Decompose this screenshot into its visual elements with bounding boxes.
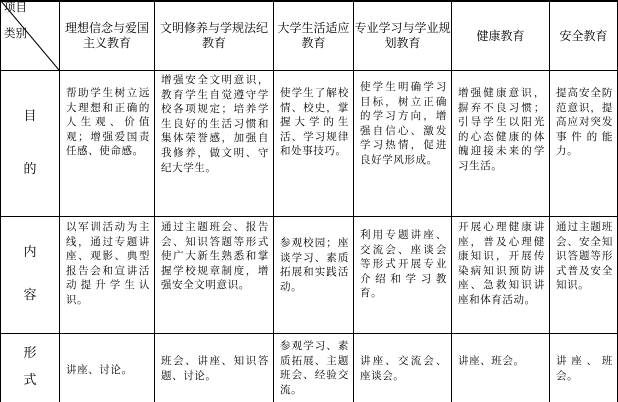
header-health: 健康教育 (476, 28, 525, 43)
cell-purpose-health: 增强健康意识，摒弃不良习惯；引导学生以阳光的心态健康的体魄迎接未来的学习生活。 (458, 87, 545, 172)
cell-form-ideals: 讲座、讨论。 (66, 364, 133, 376)
cell-form-safety: 讲座、班会。 (556, 355, 613, 382)
row-label-form: 形 式 (23, 345, 37, 389)
row-divider (0, 333, 618, 334)
cell-content-adaptation: 参观校园；座谈学习、素质拓展和实践活动。 (280, 237, 349, 293)
header-academics: 专业学习与学业规划教育 (354, 21, 451, 50)
header-safety: 安全教育 (559, 28, 608, 43)
row-divider (0, 216, 618, 217)
cell-content-civility: 通过主题班会、报告会、知识答题等形式使广大新生熟悉和掌握学校规章制度，增强安全文明意识。 (161, 221, 269, 292)
cell-purpose-safety: 提高安全防范意识，提高应对突发事件的能力。 (556, 87, 613, 158)
cell-purpose-civility: 增强安全文明意识，教育学生自觉遵守学校各项规定；培养学生良好的生活习惯和集体荣誉感，加强自我修养，做文明、守纪大学生。 (161, 74, 269, 174)
cell-form-civility: 班会、讲座、知识答题、讨论。 (161, 355, 269, 382)
cell-content-ideals: 以军训活动为主线，通过专题讲座、观影、典型报告会和宣讲活动提升学生认识。 (66, 221, 150, 306)
cell-content-safety: 通过主题班会、安全知识答题等形式普及安全知识。 (556, 221, 613, 292)
cell-form-academics: 讲座、交流会、座谈会。 (360, 355, 447, 382)
cell-content-health: 开展心理健康讲座，普及心理健康知识，开展传染病知识预防讲座、急救知识讲座和体育活动。 (458, 221, 545, 306)
corner-label-top: 项目 (4, 0, 27, 14)
cell-purpose-adaptation: 使学生了解校情、校史，掌握大学的生活、学习规律和处事技巧。 (280, 87, 349, 158)
row-label-content: 内 容 (23, 244, 37, 304)
cell-content-academics: 利用专题讲座、交流会、座谈会等形式开展专业介绍和学习教育。 (360, 229, 447, 300)
row-divider (0, 70, 618, 71)
row-label-purpose: 目 的 (23, 108, 37, 177)
cell-purpose-academics: 使学生明确学习目标，树立正确的学习方向，增强自信心、激发学习热情，促进良好学风形成。 (360, 81, 447, 166)
cell-purpose-ideals: 帮助学生树立远大理想和正确的人生观、价值观；增强爱国责任感、使命感。 (66, 87, 150, 158)
corner-label-bottom: 类别 (4, 26, 27, 40)
header-ideals: 理想信念与爱国主义教育 (64, 21, 149, 50)
header-adaptation: 大学生活适应教育 (277, 21, 350, 50)
header-civility: 文明修养与学规法纪教育 (159, 21, 268, 50)
cell-form-health: 讲座、班会。 (458, 355, 525, 367)
cell-form-adaptation: 参观学习、素质拓展、主题班会、经验交流。 (280, 340, 349, 396)
